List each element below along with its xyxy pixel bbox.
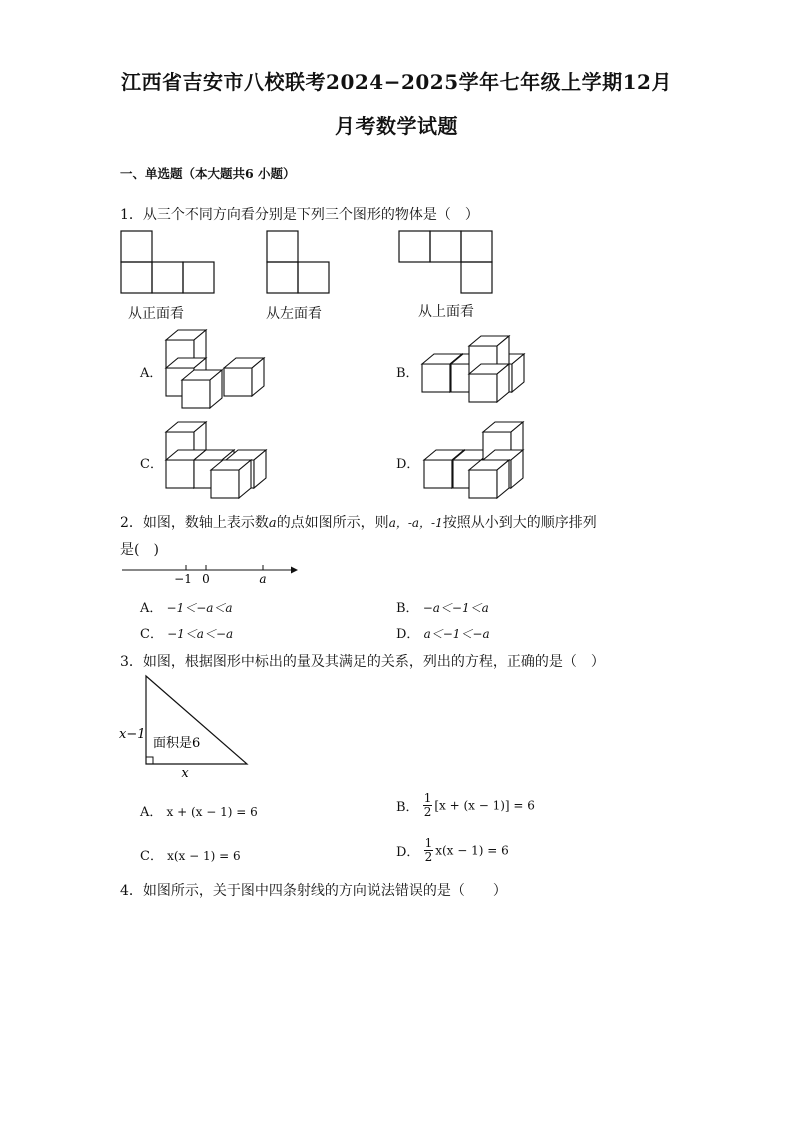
- q3-option-b-label: B．: [396, 800, 419, 815]
- area-label: 面积是6: [153, 736, 201, 751]
- q3-option-d-label: D．: [396, 845, 420, 860]
- q1-option-d-label[interactable]: D．: [396, 457, 420, 472]
- q3-option-b-expr: [x + (x − 1)] = 6: [434, 798, 535, 813]
- label-a: a: [259, 572, 267, 586]
- right-angle-mark: [146, 757, 153, 764]
- caption-left-view: 从左面看: [266, 306, 322, 322]
- q3-option-c[interactable]: [140, 845, 241, 864]
- question-2-stem-line2: 是( ): [120, 542, 159, 558]
- q2-value-list: a，-a，-1: [388, 516, 443, 530]
- question-1-stem: 1．从三个不同方向看分别是下列三个图形的物体是（ ）: [120, 207, 479, 223]
- q3-option-d-expr: x(x − 1) = 6: [435, 843, 509, 858]
- page-title-line2: 月考数学试题: [335, 114, 458, 138]
- page-title-line1: 江西省吉安市八校联考2024−2025学年七年级上学期12月: [121, 70, 672, 94]
- q3-option-d-fraction: [424, 837, 434, 864]
- q2-option-a-expr: −1＜−a＜a: [166, 601, 233, 615]
- q3-right-triangle: [115, 672, 260, 782]
- q2-option-c-label: C．: [140, 627, 163, 642]
- option-b-cubes: [422, 336, 524, 402]
- question-2-stem: [120, 512, 597, 532]
- q2-option-a-label: A．: [140, 601, 163, 616]
- q2-option-a[interactable]: [140, 597, 233, 616]
- q2-option-b-label: B．: [396, 601, 419, 616]
- q3-option-a-expr: x + (x − 1) = 6: [166, 805, 258, 819]
- q3-option-a[interactable]: [140, 801, 258, 820]
- q2-option-d[interactable]: [396, 623, 490, 642]
- q1-option-b-label[interactable]: B．: [396, 366, 419, 381]
- option-a-cubes: [166, 330, 264, 408]
- q2-option-c-expr: −1＜a＜−a: [167, 627, 234, 641]
- q2-var-a: a: [268, 516, 277, 531]
- q2-stem-part-b: 的点如图所示，则: [276, 515, 389, 531]
- q2-option-b-expr: −a＜−1＜a: [422, 601, 489, 615]
- question-3-stem: 3．如图，根据图形中标出的量及其满足的关系，列出的方程，正确的是（ ）: [120, 654, 605, 670]
- q2-stem-part-c: 按照从小到大的顺序排列: [442, 515, 597, 531]
- q3-option-b-fraction: [423, 792, 433, 819]
- caption-top-view: 从上面看: [418, 304, 474, 320]
- q1-cube-options: [0, 0, 793, 520]
- q2-option-b[interactable]: [396, 597, 489, 616]
- side-left-label: x−1: [119, 727, 146, 742]
- caption-front-view: 从正面看: [128, 306, 184, 322]
- q3-option-c-label: C．: [140, 849, 163, 864]
- option-c-cubes: [166, 422, 266, 498]
- q2-option-c[interactable]: [140, 623, 233, 642]
- fraction-denominator: 2: [424, 850, 433, 864]
- q3-option-c-expr: x(x − 1) = 6: [167, 849, 241, 863]
- fraction-numerator: 1: [423, 791, 432, 805]
- q2-number-line: [115, 558, 315, 588]
- section-header: 一、单选题（本大题共6 小题）: [120, 166, 296, 181]
- q3-option-d[interactable]: [396, 837, 509, 864]
- q3-option-b[interactable]: [396, 792, 535, 819]
- number-line-arrow: [291, 567, 298, 574]
- fraction-denominator: 2: [423, 805, 432, 819]
- q1-option-a-label[interactable]: A．: [140, 366, 163, 381]
- q2-option-d-expr: a＜−1＜−a: [423, 627, 490, 641]
- option-d-cubes: [424, 422, 523, 498]
- q1-option-c-label[interactable]: C．: [140, 457, 163, 472]
- label-zero: 0: [202, 572, 210, 586]
- q2-stem-part-a: 2．如图，数轴上表示数: [120, 515, 269, 531]
- fraction-numerator: 1: [424, 836, 433, 850]
- q3-option-a-label: A．: [140, 805, 163, 820]
- question-4-stem: 4．如图所示，关于图中四条射线的方向说法错误的是（ ）: [120, 883, 507, 899]
- label-minus-one: −1: [174, 572, 192, 586]
- side-bottom-label: x: [181, 766, 189, 781]
- q2-option-d-label: D．: [396, 627, 420, 642]
